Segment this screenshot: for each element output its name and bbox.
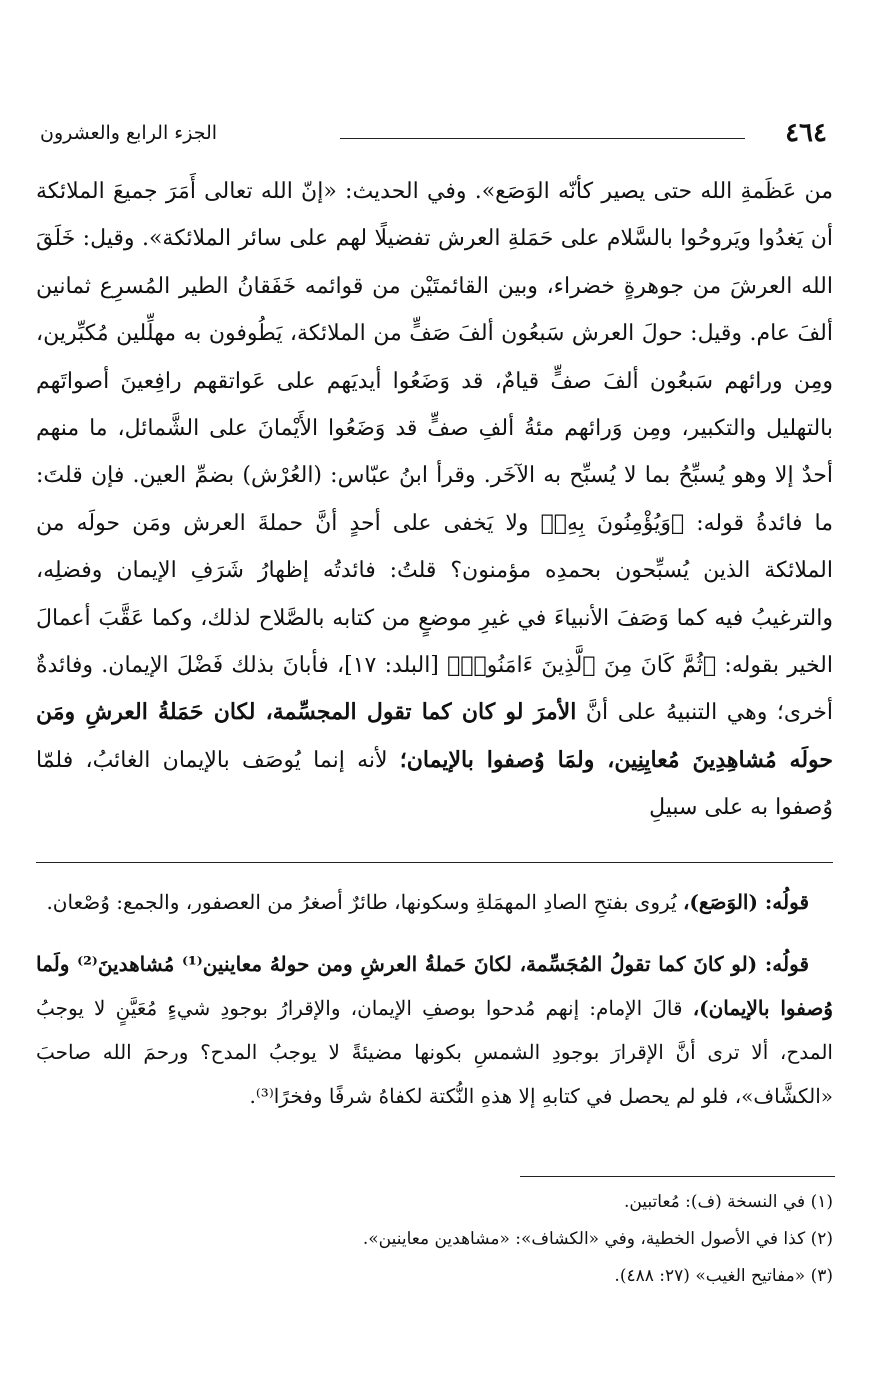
commentary-text: قالَ الإمام: إنهم مُدحوا بوصفِ الإيمان، والإقرارُ بوجودِ شيءٍ مُعَيَّنٍ لا يوجبُ المدح، ألا ترى أنَّ الإقرارَ بوجودِ الشمسِ بكونها مضيئةً لا يوجبُ المدح؟ ورحمَ الله صاحبَ «الكشَّاف»، فلو لم يحصل في كتابهِ إلا هذهِ النُّكتة لكفاهُ شرفًا وفخرًا⁽³⁾. [36,996,833,1108]
main-text-bold: الأمرَ لو كان كما تقول المجسِّمة، لكان حَمَلةُ العرشِ ومَن حولَه مُشاهِدِينَ مُعايِنِين، ولمَا وُصفوا بالإيمان؛ [36,699,833,773]
commentary [36,880,833,1136]
footnote: (٣) «مفاتيح الغيب» (٢٧: ٤٨٨). [614,1266,833,1286]
commentary-paragraph [36,880,833,924]
main-text [36,168,833,832]
main-paragraph [36,168,833,832]
running-title: الجزء الرابع والعشرون [40,122,218,144]
footnote-rule [520,1176,835,1177]
header-rule [340,138,745,139]
page-header [40,116,827,156]
main-text-body: من عَظَمةِ الله حتى يصير كأنّه الوَصَع». وفي الحديث: «إنّ الله تعالى أَمَرَ جميعَ الملائكة أن يَغدُوا ويَروحُوا بالسَّلام على حَمَلةِ العرش تفضيلًا لهم على سائر الملائكة». وقيل: خَلَقَ الله العرشَ من جوهرةٍ خضراء، وبين القائمتَيْن من قوائمه خَفَقانُ الطير المُسرِع ثمانين ألفَ عام. وقيل: حولَ العرش سَبعُون ألفَ صَفٍّ من الملائكة، يَطُوفون به مهلِّلين مُكبِّرين، ومِن ورائهم سَبعُون ألفَ صفٍّ قيامٌ، قد وَضَعُوا أيديَهم على عَواتقهم رافِعينَ أصواتَهم بالتهليل والتكبير، ومِن وَرائهم مئةُ ألفِ صفٍّ قد وَضَعُوا الأَيْمانَ على الشَّمائل، ما منهم أحدٌ إلا وهو يُسبِّحُ بما لا يُسبِّح به الآخَر. وقرأ ابنُ عبّاس: (العُرْش) بضمِّ العين. فإن قلتَ: ما فائدةُ قوله: ﴿وَيُؤْمِنُونَ بِهِۦ﴾ ولا يَخفى على أحدٍ أنَّ حملةَ العرش ومَن حولَه من الملائكة الذين يُسبِّحون بحمدِه مؤمنون؟ قلتُ: فائدتُه إظهارُ شَرَفِ الإيمان وفضلِه، والترغيبُ فيه كما وَصَفَ الأنبياءَ في غيرِ موضعٍ من كتابه بالصَّلاح لذلك، وكما عَقَّبَ أعمالَ الخير بقوله: ﴿ثُمَّ كَانَ مِنَ ٱلَّذِينَ ءَامَنُوا۟﴾ [البلد: ١٧]، فأبانَ بذلك فَضْلَ الإيمان. وفائدةٌ أخرى؛ وهي التنبيهُ على أنَّ [36,179,833,726]
main-text-end: لأنه إنما يُوصَف بالإيمان الغائبُ، فلمّا وُصفوا به على سبيلِ [36,747,833,821]
commentary-lemma: قولُه: (لو كانَ كما تقولُ المُجَسِّمة، لكانَ حَملةُ العرشِ ومن حولهُ معاينين⁽¹⁾ مُشاهدينَ⁽²⁾ ولَما وُصفوا بالإيمان)، [36,952,833,1020]
footnote: (٢) كذا في الأصول الخطية، وفي «الكشاف»: «مشاهدين معاينين». [362,1229,833,1249]
footnotes [36,1184,833,1295]
section-divider [36,862,833,863]
footnote: (١) في النسخة (ف): مُعاتبين. [623,1192,833,1212]
page-number: ٤٦٤ [785,118,827,148]
commentary-paragraph [36,942,833,1118]
commentary-text: يُروى بفتحِ الصادِ المهمَلةِ وسكونها، طائرٌ أصغرُ من العصفور، والجمع: وُصْعان. [46,890,683,914]
commentary-lemma: قولُه: (الوَصَع)، [682,890,809,914]
